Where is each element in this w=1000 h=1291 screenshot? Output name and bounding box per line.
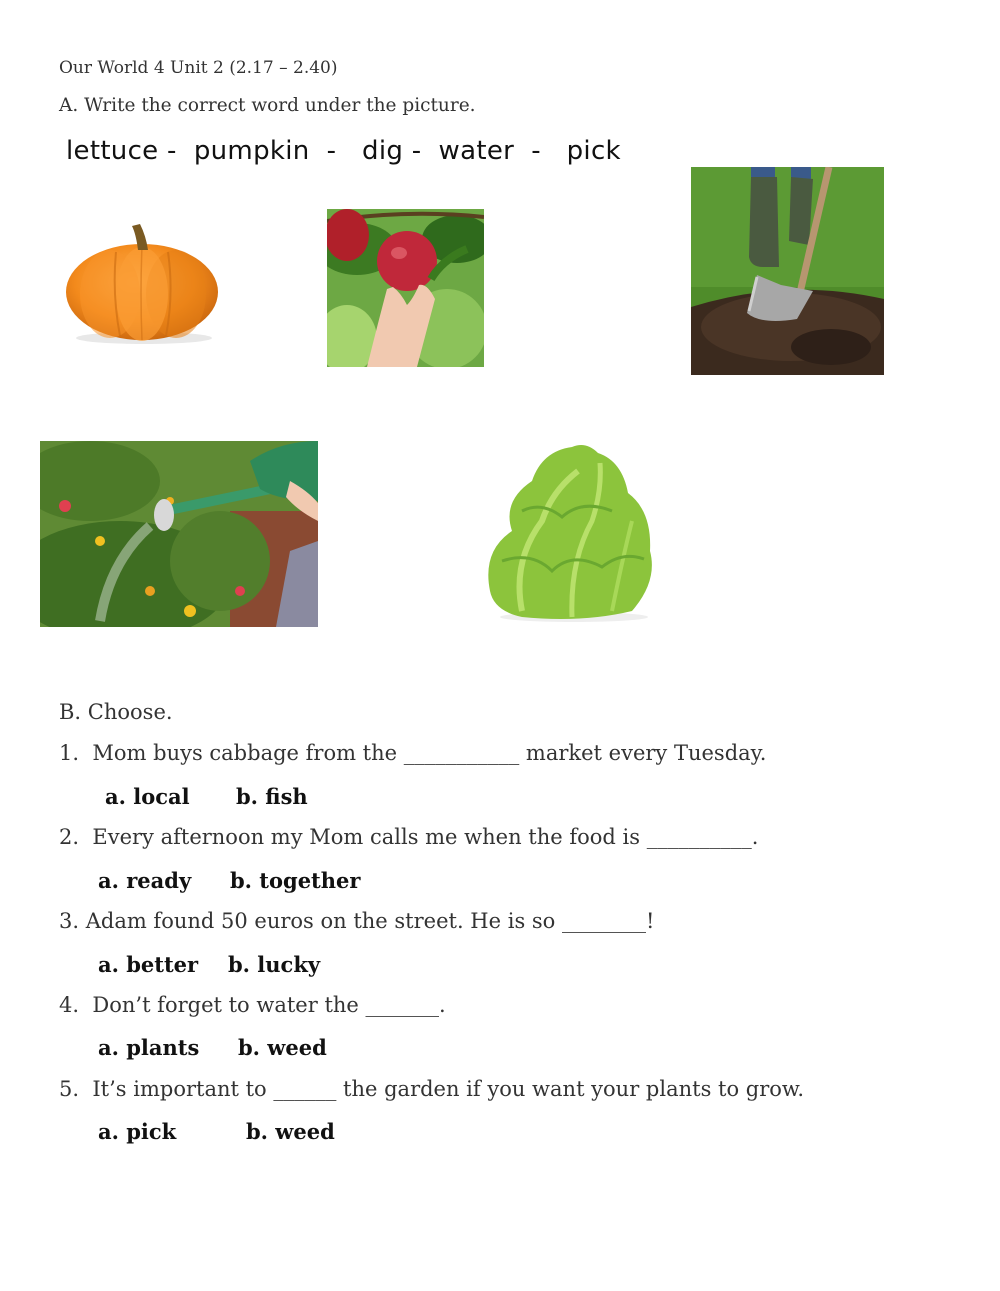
worksheet-header: Our World 4 Unit 2 (2.17 – 2.40) xyxy=(59,58,338,78)
question-3: 3. Adam found 50 euros on the street. He is so ________! xyxy=(59,909,655,933)
watering-picture xyxy=(40,441,318,627)
question-2-option-b: b. together xyxy=(230,868,361,893)
question-1-option-a: a. local xyxy=(105,784,190,809)
question-2: 2. Every afternoon my Mom calls me when the food is __________. xyxy=(59,825,759,849)
question-5: 5. It’s important to ______ the garden if you want your plants to grow. xyxy=(59,1077,805,1101)
question-1: 1. Mom buys cabbage from the ___________ market every Tuesday. xyxy=(59,741,767,765)
word-bank: lettuce - pumpkin - dig - water - pick xyxy=(66,136,621,166)
question-4-option-a: a. plants xyxy=(98,1035,200,1060)
question-3-option-b: b. lucky xyxy=(228,952,321,977)
section-b-instruction: B. Choose. xyxy=(59,700,173,724)
question-5-option-b: b. weed xyxy=(246,1119,335,1144)
pumpkin-picture xyxy=(62,220,224,346)
question-5-option-a: a. pick xyxy=(98,1119,177,1144)
question-4: 4. Don’t forget to water the _______. xyxy=(59,993,446,1017)
question-2-option-a: a. ready xyxy=(98,868,192,893)
section-a-instruction: A. Write the correct word under the picture. xyxy=(59,95,476,116)
apple-picking-picture xyxy=(327,209,484,367)
digging-picture xyxy=(691,167,884,375)
question-3-option-a: a. better xyxy=(98,952,199,977)
lettuce-picture xyxy=(482,441,659,624)
question-4-option-b: b. weed xyxy=(238,1035,327,1060)
question-1-option-b: b. fish xyxy=(236,784,308,809)
